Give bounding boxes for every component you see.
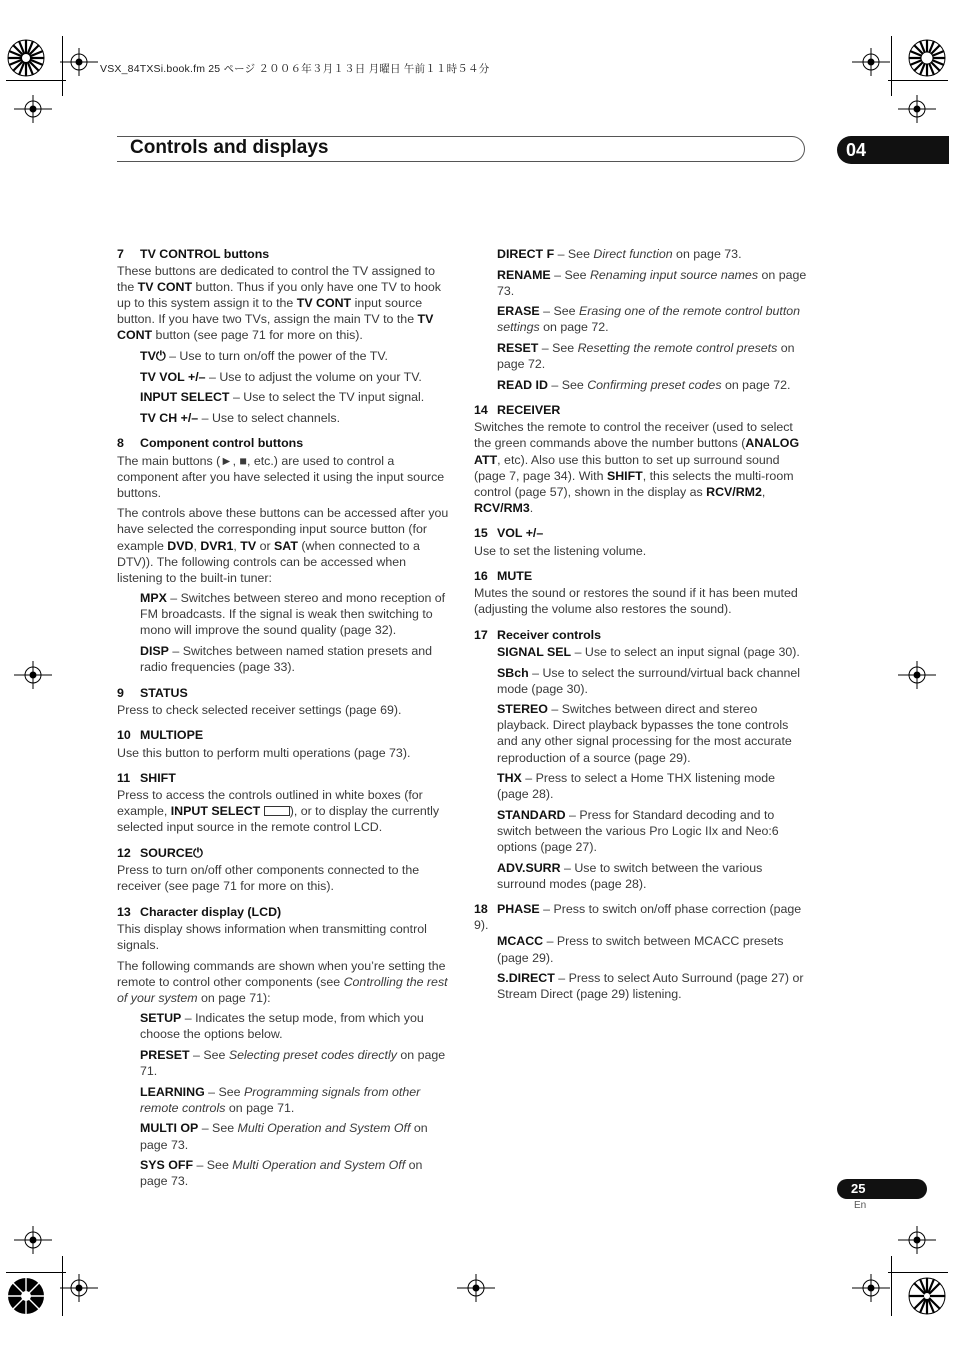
section-heading: 15 VOL +/– xyxy=(474,526,544,541)
print-header-line: VSX_84TXSi.book.fm 25 ページ ２００６年３月１３日 月曜日 午前１１時５４分 xyxy=(100,63,490,75)
page-title: Controls and displays xyxy=(130,137,329,158)
section-heading: 11 SHIFT xyxy=(117,771,176,786)
list-item: THX – Press to select a Home THX listening mode (page 28). xyxy=(497,771,776,802)
trim-line xyxy=(62,36,63,96)
section-heading: 7 TV CONTROL buttons xyxy=(117,247,270,261)
crosshair-icon xyxy=(852,1274,890,1302)
list-item: STEREO – Switches between direct and stereo playback. Direct playback bypasses the tone controls and any other signal processing for the most accurate reproduction of a source (page 29). xyxy=(497,702,792,765)
section-heading: 17 Receiver controls xyxy=(474,627,601,642)
paragraph: Press to check selected receiver settings (page 69). xyxy=(117,702,402,717)
list-item: TV⏻ – Use to turn on/off the power of the TV. xyxy=(140,349,388,364)
input-select-key-icon xyxy=(264,806,290,816)
trim-line xyxy=(888,80,948,81)
list-item: MCACC – Press to switch between MCACC presets (page 29). xyxy=(497,934,784,965)
paragraph: Mutes the sound or restores the sound if it has been muted (adjusting the volume also restores the sound). xyxy=(474,586,798,617)
paragraph: Switches the remote to control the receiver (used to select the green commands above the number buttons (ANALOG ATT, etc). Also use this button to set up surround sound (page 7, page 34). With SHIFT, this selects the multi-room control (page 57), shown in the display as RCV/RM2, RCV/RM3. xyxy=(474,420,800,515)
page-language: En xyxy=(854,1200,867,1211)
list-item: LEARNING – See Programming signals from other remote controls on page 71. xyxy=(140,1084,421,1115)
registration-mark-top-left xyxy=(4,36,48,80)
list-item: S.DIRECT – Press to select Auto Surround (page 27) or Stream Direct (page 29) listening. xyxy=(497,971,804,1002)
registration-mark-bottom-left xyxy=(4,1274,48,1318)
section-heading: 12 SOURCE⏻ xyxy=(117,846,203,860)
crosshair-icon xyxy=(60,48,98,76)
paragraph: These buttons are dedicated to control the TV assigned to the TV CONT button. Thus if you only have one TV to hook up to this system assign it to the TV CONT input source button. If you have two TVs, assign the main TV to the TV CONT button (see page 71 for more on this). xyxy=(117,264,441,343)
crosshair-icon xyxy=(60,1274,98,1302)
list-item: SYS OFF – See Multi Operation and System Off on page 73. xyxy=(140,1158,423,1189)
list-item: SIGNAL SEL – Use to select an input signal (page 30). xyxy=(497,644,800,659)
crosshair-icon xyxy=(14,95,52,123)
paragraph: This display shows information when transmitting control signals. xyxy=(117,921,427,952)
crosshair-icon xyxy=(852,48,890,76)
trim-line xyxy=(62,1256,63,1316)
list-item: RESET – See Resetting the remote control presets on page 72. xyxy=(497,340,795,372)
trim-line xyxy=(891,36,892,96)
section-heading: 16 MUTE xyxy=(474,569,533,584)
paragraph: The main buttons (►, ■, etc.) are used to control a component after you have selected it using the input source buttons. xyxy=(117,453,445,500)
left-column xyxy=(117,246,450,1194)
paragraph: The following commands are shown when you’re setting the remote to control other components (see Controlling the rest of your system on page 71): xyxy=(117,958,448,1005)
chapter-tab: 04 xyxy=(837,136,949,164)
right-column xyxy=(474,246,809,1007)
crosshair-icon xyxy=(457,1274,495,1302)
list-item: SETUP – Indicates the setup mode, from which you choose the options below. xyxy=(140,1011,424,1042)
crosshair-icon xyxy=(14,1226,52,1254)
trim-line xyxy=(891,1256,892,1316)
list-item: DIRECT F – See Direct function on page 73. xyxy=(497,247,742,261)
list-item: ERASE – See Erasing one of the remote control button settings on page 72. xyxy=(497,304,801,335)
list-item: MPX – Switches between stereo and mono reception of FM broadcasts. If the signal is weak then switching to mono will improve the sound quality (page 32). xyxy=(140,591,446,638)
crosshair-icon xyxy=(898,1226,936,1254)
trim-line xyxy=(6,80,66,81)
registration-mark-bottom-right xyxy=(905,1274,949,1318)
list-item: 18 PHASE – Press to switch on/off phase correction (page 9). xyxy=(474,902,802,933)
list-item: TV VOL +/– – Use to adjust the volume on your TV. xyxy=(140,369,422,384)
paragraph: Use this button to perform multi operations (page 73). xyxy=(117,745,411,760)
list-item: STANDARD – Press for Standard decoding and to switch between the various Pro Logic IIx and Neo:6 options (page 27). xyxy=(497,807,779,854)
power-icon: ⏻ xyxy=(155,349,166,364)
crosshair-icon xyxy=(898,95,936,123)
paragraph: Use to set the listening volume. xyxy=(474,543,647,558)
registration-mark-top-right xyxy=(905,36,949,80)
list-item: ADV.SURR – Use to switch between the various surround modes (page 28). xyxy=(497,860,763,891)
list-item: READ ID – See Confirming preset codes on page 72. xyxy=(497,377,791,392)
paragraph: Press to access the controls outlined in white boxes (for example, INPUT SELECT ), or to display the currently selected input source in the remote control LCD. xyxy=(117,788,440,835)
crosshair-icon xyxy=(14,661,52,689)
crosshair-icon xyxy=(898,661,936,689)
trim-line xyxy=(6,1272,66,1273)
power-icon: ⏻ xyxy=(193,846,203,860)
list-item: MULTI OP – See Multi Operation and System Off on page 73. xyxy=(140,1121,428,1152)
section-heading: 13 Character display (LCD) xyxy=(117,904,282,919)
section-heading: 9 STATUS xyxy=(117,685,188,700)
paragraph: The controls above these buttons can be accessed after you have selected the corresponding input source button (for example DVD, DVR1, TV or SAT (when connected to a DTV)). The following controls can be accessed when listening to the built-in tuner: xyxy=(117,506,449,585)
list-item: DISP – Switches between named station presets and radio frequencies (page 33). xyxy=(140,644,433,675)
paragraph: Press to turn on/off other components connected to the receiver (see page 71 for more on this). xyxy=(117,863,420,894)
section-heading: 10 MULTIOPE xyxy=(117,728,204,743)
trim-line xyxy=(888,1272,948,1273)
list-item: SBch – Use to select the surround/virtual back channel mode (page 30). xyxy=(497,665,801,696)
list-item: PRESET – See Selecting preset codes directly on page 71. xyxy=(140,1048,446,1079)
section-heading: 8 Component control buttons xyxy=(117,436,304,451)
page-number: 25 xyxy=(837,1179,927,1199)
section-heading: 14 RECEIVER xyxy=(474,403,561,418)
list-item: RENAME – See Renaming input source names on page 73. xyxy=(497,267,807,298)
list-item: TV CH +/– – Use to select channels. xyxy=(140,410,341,425)
list-item: INPUT SELECT – Use to select the TV input signal. xyxy=(140,390,425,405)
